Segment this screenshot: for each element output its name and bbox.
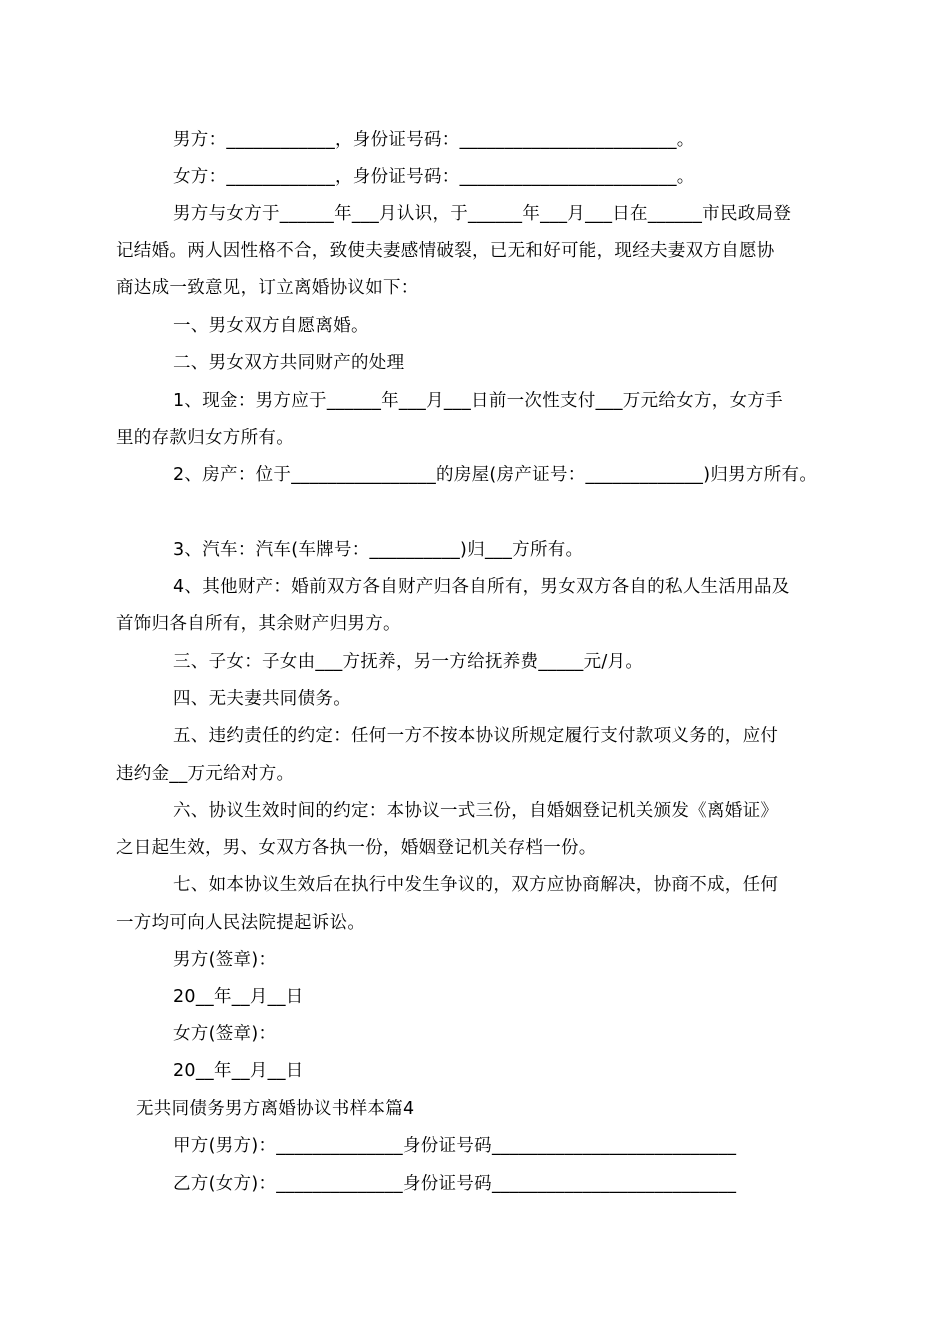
- paragraph-line: 男方与女方于______年___月认识，于______年___月___日在______市民政局登: [173, 204, 792, 224]
- male-signature-date: 20__年__月__日: [173, 987, 304, 1007]
- liability-clause-line: 五、违约责任的约定：任何一方不按本协议所规定履行支付款项义务的，应付: [173, 726, 779, 746]
- clause-1-line: 一、男女双方自愿离婚。: [173, 316, 369, 336]
- effective-clause-line: 之日起生效，男、女双方各执一份，婚姻登记机关存档一份。: [116, 838, 597, 858]
- female-party-line: 女方：____________，身份证号码：________________________。: [173, 167, 695, 187]
- cash-clause-line: 里的存款归女方所有。: [116, 428, 294, 448]
- clause-2-heading: 二、男女双方共同财产的处理: [173, 353, 405, 373]
- female-signature-label: 女方(签章)：: [173, 1024, 277, 1044]
- effective-clause-line: 六、协议生效时间的约定：本协议一式三份，自婚姻登记机关颁发《离婚证》: [173, 801, 779, 821]
- property-clause-line: 2、房产：位于________________的房屋(房产证号：_____________)归男方所有。: [173, 465, 818, 485]
- cash-clause-line: 1、现金：男方应于______年___月___日前一次性支付___万元给女方，女方手: [173, 391, 783, 411]
- children-clause-line: 三、子女：子女由___方抚养，另一方给抚养费_____元/月。: [173, 652, 644, 672]
- male-party-line: 男方：____________，身份证号码：________________________。: [173, 130, 695, 150]
- liability-clause-line: 违约金__万元给对方。: [116, 764, 295, 784]
- other-property-line: 4、其他财产：婚前双方各自财产归各自所有，男女双方各自的私人生活用品及: [173, 577, 790, 597]
- female-signature-date: 20__年__月__日: [173, 1061, 304, 1081]
- party-a-line: 甲方(男方)：______________身份证号码___________________________: [173, 1136, 737, 1156]
- paragraph-line: 记结婚。两人因性格不合，致使夫妻感情破裂，已无和好可能，现经夫妻双方自愿协: [116, 241, 775, 261]
- dispute-clause-line: 七、如本协议生效后在执行中发生争议的，双方应协商解决，协商不成，任何: [173, 875, 779, 895]
- paragraph-line: 商达成一致意见，订立离婚协议如下：: [116, 278, 419, 298]
- other-property-line: 首饰归各自所有，其余财产归男方。: [116, 614, 401, 634]
- dispute-clause-line: 一方均可向人民法院提起诉讼。: [116, 913, 366, 933]
- male-signature-label: 男方(签章)：: [173, 950, 277, 970]
- party-b-line: 乙方(女方)：______________身份证号码___________________________: [173, 1174, 737, 1194]
- section-heading: 无共同债务男方离婚协议书样本篇4: [136, 1099, 415, 1119]
- debt-clause-line: 四、无夫妻共同债务。: [173, 689, 351, 709]
- car-clause-line: 3、汽车：汽车(车牌号：__________)归___方所有。: [173, 540, 584, 560]
